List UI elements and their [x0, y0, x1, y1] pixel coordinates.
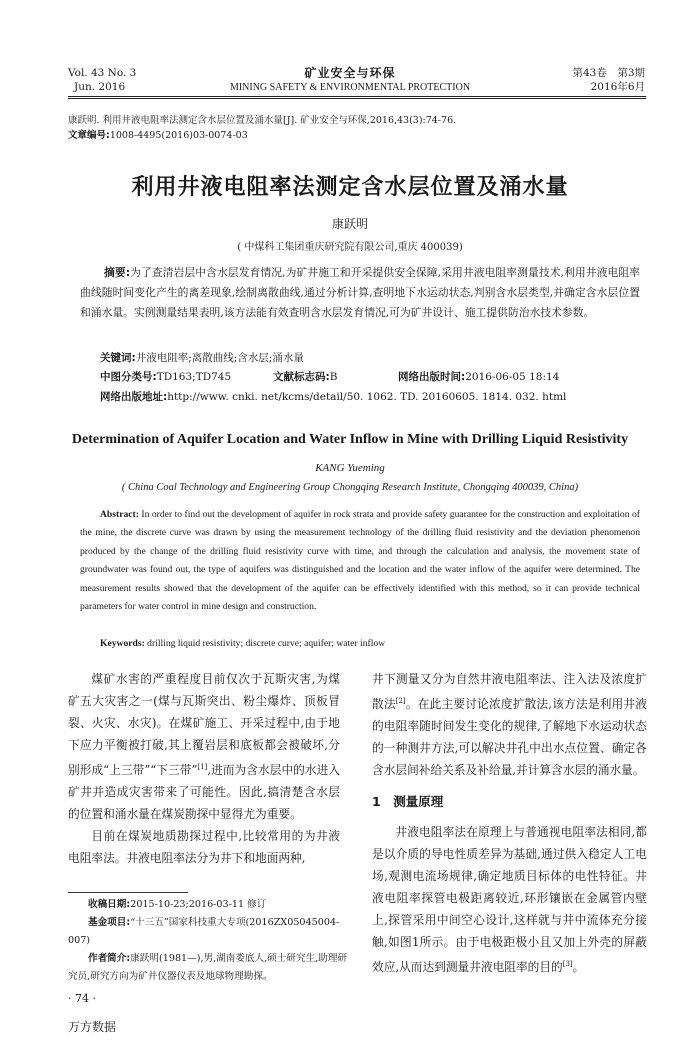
journal-name-cn: 矿业安全与环保 — [304, 66, 396, 80]
abstract-label-cn: 摘要: — [104, 266, 131, 279]
footnotes: 收稿日期:2015-10-23;2016-03-11 修订 基金项目:“十三五”国家科技重大专项(2016ZX05045004-007) 作者简介:康跃明(1981—),男,湖南娄底人,硕士研究生,助理研究员,研究方向为矿井仪器仪表及地球物理勘探。 — [68, 899, 348, 982]
body-paragraph: 目前在煤炭地质勘探过程中,比较常用的为井液电阻率法。井液电阻率法分为井下和地面两种, — [68, 828, 340, 865]
body-paragraph: 煤矿水害的严重程度目前仅次于瓦斯灾害,为煤矿五大灾害之一(煤与瓦斯突出、粉尘爆炸、顶板冒裂、火灾、水灾)。在煤矿施工、开采过程中,由于地下应力平衡被打破,其上覆岩层和底板都会被破坏,分别形成“上三带”“下三带”[1],进而为含水层中的水进入矿井并造成灾害带来了可能性。因此,搞清楚含水层的位置和涌水量在煤炭勘探中显得尤为重要。 — [68, 672, 341, 821]
body-left-column — [68, 668, 340, 869]
author-cn: 康跃明 — [331, 217, 368, 231]
volume-cn: 第43卷 第3期 — [572, 67, 645, 79]
header-volume-cn — [572, 66, 645, 94]
abstract-label-en: Abstract: — [100, 509, 139, 520]
online-url-link[interactable]: http://www. cnki. net/kcms/detail/50. 1062. TD. 20160605. 1814. 032. html — [167, 391, 567, 403]
abstract-text-en: In order to find out the development of aquifer in rock strata and provide safety guarantee for the construction and exploitation of the mine, the discrete curve was drawn by using the measurement technology of the drilling fluid resistivity and the deviation phenomenon produced by the change of the drilling fluid resistivity curve with time, and through the calculation and analysis, the movement state of groundwater was found out, the type of aquifers was distinguished and the location and the water inflow of the aquifer were determined. The measurement results showed that the development of the aquifer can be effectively identified with this method, so it can provide technical parameters for water control in mine design and construction. — [80, 509, 640, 613]
footnote-divider — [68, 892, 188, 893]
affiliation-en: ( China Coal Technology and Engineering Group Chongqing Research Institute, Chongqing 400039, China) — [121, 482, 579, 493]
body-paragraph: 井液电阻率法在原理上与普通视电阻率法相同,都是以介质的导电性质差异为基础,通过供入稳定人工电场,观测电流场规律,确定地质目标体的电性特征。井液电阻率探管电极距离较近,环形镶嵌在金属管内壁上,探管采用中间空心设计,这样就与井中流体充分接触,如图1所示。由于电极距极小且又加上外壳的屏蔽效应,从而达到测量井液电阻率的目的[3]。 — [372, 824, 647, 974]
watermark: 万方数据 — [68, 1020, 117, 1034]
date-en: Jun. 2016 — [74, 81, 126, 93]
section-heading: 1 测量原理 — [372, 793, 444, 809]
body-right-column — [372, 668, 647, 978]
article-number: 文章编号:1008-4495(2016)03-0074-03 — [68, 130, 248, 141]
online-url: 网络出版地址:http://www. cnki. net/kcms/detail/50. 1062. TD. 20160605. 1814. 032. html — [100, 391, 567, 403]
date-cn: 2016年6月 — [590, 81, 645, 93]
keywords-en: Keywords: drilling liquid resistivity; discrete curve; aquifer; water inflow — [100, 638, 386, 649]
affiliation-cn: ( 中煤科工集团重庆研究院有限公司,重庆 400039) — [237, 242, 463, 253]
abstract-text-cn: 为了查清岩层中含水层发育情况,为矿井施工和开采提供安全保障,采用井液电阻率测量技术,利用井液电阻率曲线随时间变化产生的离差现象,绘制离散曲线,通过分析计算,查明地下水运动状态,判别含水层类型,并确定含水层位置和涌水量。实例测量结果表明,该方法能有效查明含水层发育情况,可为矿井设计、施工提供防治水技术参数。 — [80, 266, 640, 319]
abstract-en — [80, 506, 640, 616]
page-number: · 74 · — [68, 992, 96, 1005]
header-rule-bottom — [68, 98, 646, 99]
journal-name-en: MINING SAFETY & ENVIRONMENTAL PROTECTION — [229, 82, 471, 93]
abstract-cn — [80, 263, 640, 323]
paper-title-cn: 利用井液电阻率法测定含水层位置及涌水量 — [131, 175, 569, 200]
classification-line: 中图分类号:TD163;TD745 文献标志码:B 网络出版时间:2016-06-05 18:14 — [100, 371, 560, 383]
citation — [68, 113, 456, 143]
author-en: KANG Yueming — [315, 462, 385, 474]
paper-title-en: Determination of Aquifer Location and Water Inflow in Mine with Drilling Liquid Resistivity — [71, 432, 629, 447]
volume-en: Vol. 43 No. 3 — [68, 67, 137, 79]
header-rule-top — [68, 96, 646, 97]
keywords-cn: 关键词:井液电阻率;离散曲线;含水层;涌水量 — [100, 352, 304, 364]
citation-text: 康跃明. 利用井液电阻率法测定含水层位置及涌水量[J]. 矿业安全与环保,2016,43(3):74-76. — [68, 115, 457, 126]
body-paragraph: 井下测量又分为自然井液电阻率法、注入法及浓度扩散法[2]。在此主要讨论浓度扩散法,该方法是利用井液的电阻率随时间发生变化的规律,了解地下水运动状态的一种测井方法,可以解决井孔中出水点位置、确定各含水层间补给关系及补给量,并计算含水层的涌水量。 — [372, 672, 647, 777]
